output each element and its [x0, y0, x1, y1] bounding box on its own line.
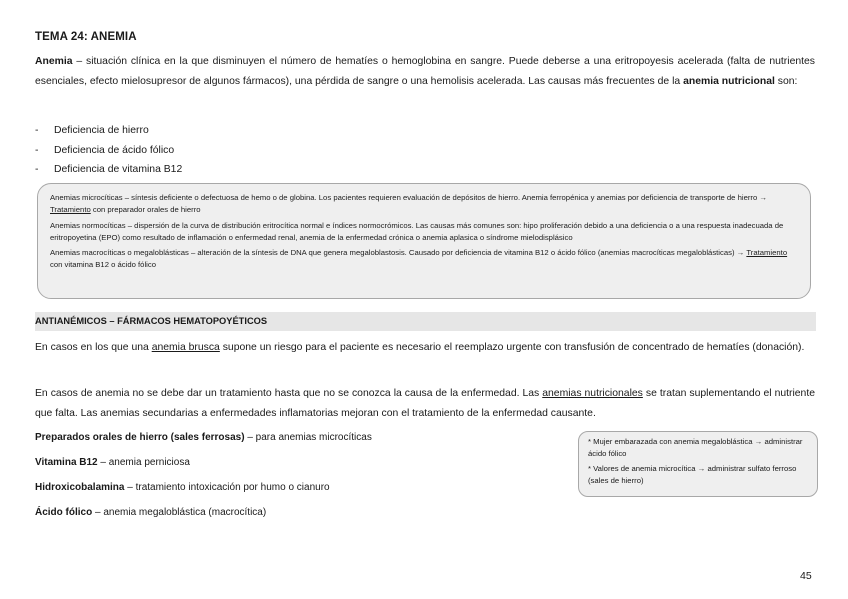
causes-list	[35, 121, 182, 180]
page-title: TEMA 24: ANEMIA	[35, 31, 137, 43]
preparation-term: Ácido fólico	[35, 507, 93, 518]
preparation-desc: – anemia perniciosa	[97, 457, 190, 468]
transfusion-paragraph	[35, 338, 815, 358]
preparation-term: Hidroxicobalamina	[35, 482, 125, 493]
preparation-term: Vitamina B12	[35, 457, 98, 468]
p2-text-end: supone un riesgo para el paciente es necesario el reemplazo urgente con transfusión de concentrado de hematíes (donación).	[219, 342, 805, 353]
side-note-box	[578, 431, 818, 497]
microcytic-text-end: con preparador orales de hierro	[90, 205, 201, 215]
p3-text: En casos de anemia no se debe dar un tratamiento hasta que no se conozca la causa de la enfermedad. Las	[35, 388, 543, 399]
intro-paragraph	[35, 52, 815, 91]
side-note: * Valores de anemia microcítica → administrar sulfato ferroso (sales de hierro)	[588, 464, 797, 485]
page-number: 45	[800, 570, 812, 582]
term-anemia-nutricional: anemia nutricional	[683, 75, 775, 87]
term-anemia: Anemia	[35, 56, 73, 67]
preparation-item	[35, 479, 330, 497]
preparation-desc: – tratamiento intoxicación por humo o cianuro	[124, 482, 330, 493]
macrocytic-treatment-link[interactable]: Tratamiento	[746, 248, 788, 258]
preparation-item	[35, 429, 372, 447]
preparation-desc: – anemia megaloblástica (macrocítica)	[92, 507, 267, 518]
p2-text: En casos en los que una	[35, 342, 152, 353]
preparation-desc: – para anemias microcíticas	[244, 432, 372, 443]
anemias-nutricionales-link[interactable]: anemias nutricionales	[542, 388, 643, 399]
list-item: - Deficiencia de hierro	[35, 121, 182, 141]
treatment-paragraph	[35, 384, 815, 423]
preparation-item	[35, 454, 190, 472]
normocytic-note: Anemias normocíticas – dispersión de la curva de distribución eritrocítica normal e índices normocrómicos. Las causas más comunes son: hipo proliferación debido a una deficiencia o a una respuesta inadecuada de eritropoyetina (EPO) como resultado de inflamación o enfermedad renal, anemia de la enfermedad crónica o anemia aplasica o síndrome mielodisplásico	[50, 220, 784, 242]
macrocytic-note	[50, 247, 798, 272]
microcytic-text: Anemias microcíticas – síntesis deficiente o defectuosa de hemo o de globina. Los pacientes requieren evaluación de depósitos de hierro. Anemia ferropénica y anemias por deficiencia de transporte de hierro →	[50, 193, 768, 202]
microcytic-treatment-link[interactable]: Tratamiento	[50, 205, 91, 215]
list-item: - Deficiencia de vitamina B12	[35, 160, 182, 180]
anemia-types-box	[37, 183, 811, 299]
section-heading: ANTIANÉMICOS – FÁRMACOS HEMATOPOYÉTICOS	[35, 312, 816, 331]
anemia-brusca-link[interactable]: anemia brusca	[151, 342, 220, 353]
p3-text-end: se tratan suplementando el nutriente que falta. Las anemias secundarias a enfermedades inflamatorias mejoran con el tratamiento de la enfermedad causante.	[35, 388, 816, 419]
macrocytic-text: Anemias macrocíticas o megaloblásticas – alteración de la síntesis de DNA que genera megaloblastosis. Causado por deficiencia de vitamina B12 o ácido fólico (anemias macrocíticas megaloblásticas) →	[50, 248, 747, 258]
preparation-item	[35, 504, 266, 522]
preparation-term: Preparados orales de hierro (sales ferrosas)	[35, 432, 245, 443]
intro-text-2: son:	[774, 75, 798, 87]
list-item: - Deficiencia de ácido fólico	[35, 141, 182, 161]
microcytic-note	[50, 192, 798, 217]
intro-text-1: – situación clínica en la que disminuyen el número de hematíes o hemoglobina en sangre. Puede deberse a una eritropoyesis acelerada (falta de nutrientes esenciales, efecto mielosupresor de algunos fármacos), una pérdida de sangre o una hemolisis acelerada. Las causas más frecuentes de la	[35, 56, 815, 87]
side-note: * Mujer embarazada con anemia megaloblástica → administrar ácido fólico	[588, 437, 803, 458]
macrocytic-text-end: con vitamina B12 o ácido fólico	[50, 260, 156, 270]
